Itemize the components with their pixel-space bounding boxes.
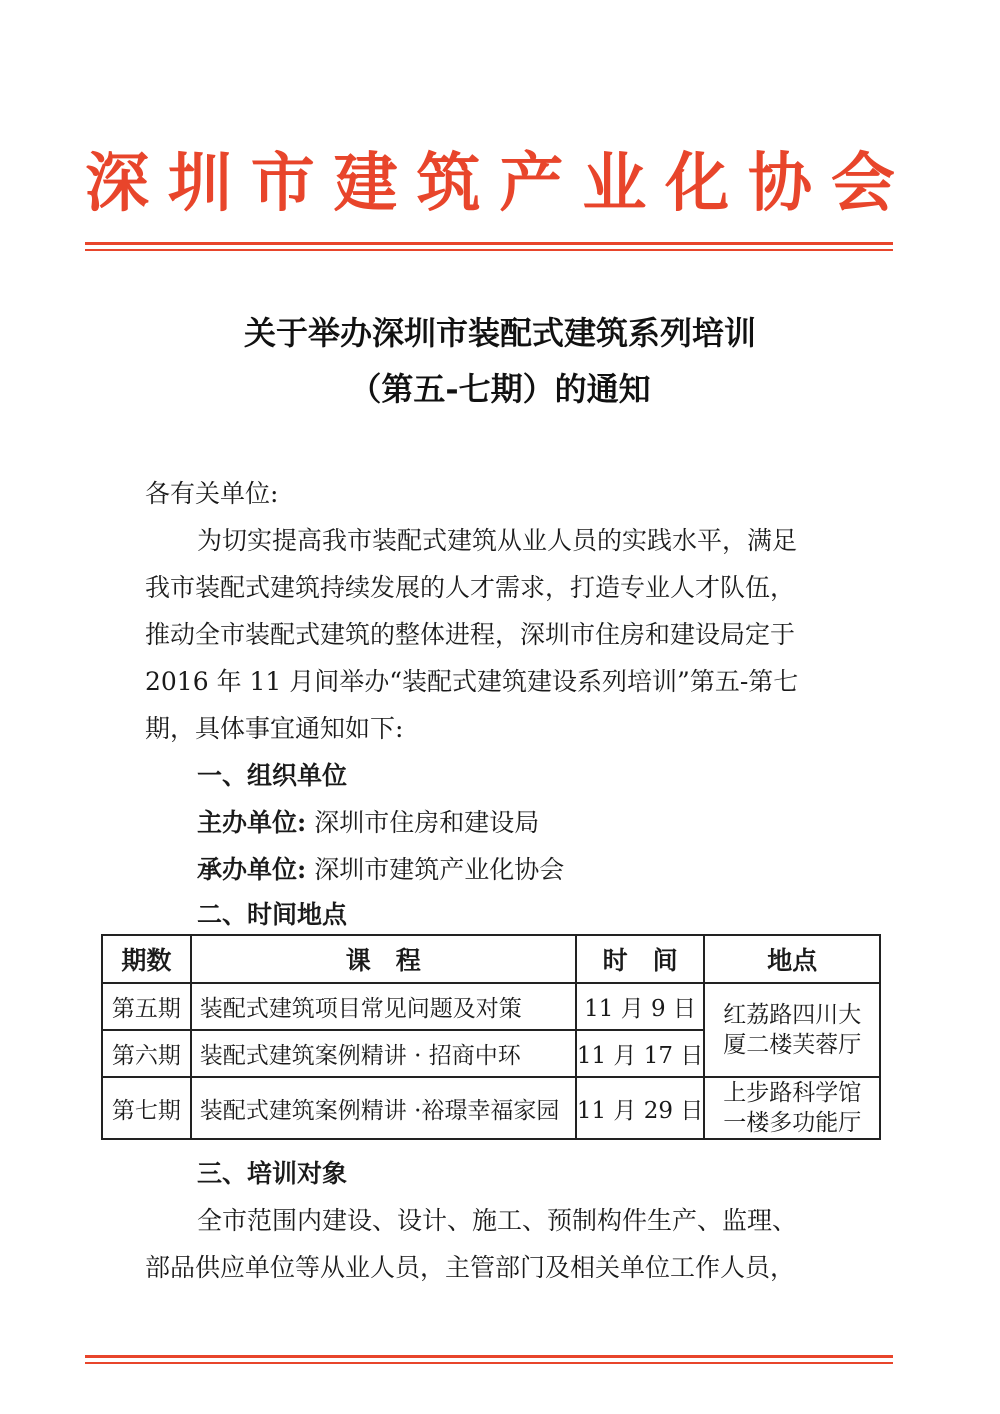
course-cell: 装配式建筑案例精讲 ·裕璟幸福家园 xyxy=(191,1077,576,1139)
period-cell: 第七期 xyxy=(102,1077,191,1139)
notice-title-line1: 关于举办深圳市装配式建筑系列培训 xyxy=(243,314,756,352)
date-cell: 11 月 29 日 xyxy=(576,1077,705,1139)
table-header-row xyxy=(102,935,880,983)
header-location: 地点 xyxy=(704,935,880,983)
header-time: 时 间 xyxy=(576,935,705,983)
section-heading-trainees: 三、培训对象 xyxy=(197,1159,348,1188)
period-cell: 第五期 xyxy=(102,983,191,1030)
paragraph-line: 2016 年 11 月间举办“装配式建筑建设系列培训”第五-第七 xyxy=(145,667,799,696)
org-char: 市 xyxy=(250,146,315,221)
course-cell: 装配式建筑案例精讲 · 招商中环 xyxy=(191,1030,576,1077)
org-char: 协 xyxy=(748,146,812,221)
paragraph-line: 我市装配式建筑持续发展的人才需求，打造专业人才队伍， xyxy=(145,573,796,602)
section-heading-organization: 一、组织单位 xyxy=(197,761,348,790)
location-line: 红荔路四川大 xyxy=(723,1002,862,1028)
paragraph-line: 部品供应单位等从业人员，主管部门及相关单位工作人员， xyxy=(145,1253,796,1282)
schedule-table xyxy=(101,934,881,1140)
org-char: 业 xyxy=(582,146,647,221)
org-char: 筑 xyxy=(416,146,481,221)
org-char: 建 xyxy=(333,146,398,221)
org-char: 深 xyxy=(85,146,149,221)
header-period: 期数 xyxy=(102,935,191,983)
location-cell xyxy=(704,1077,880,1139)
date-cell: 11 月 9 日 xyxy=(576,983,705,1030)
org-char: 圳 xyxy=(167,146,232,221)
organizer-unit xyxy=(197,853,564,887)
location-line: 上步路科学馆 xyxy=(723,1080,862,1106)
host-value: 深圳市住房和建设局 xyxy=(314,808,540,837)
course-cell: 装配式建筑项目常见问题及对策 xyxy=(191,983,576,1030)
salutation: 各有关单位: xyxy=(145,479,279,508)
org-char: 化 xyxy=(665,146,730,221)
table-row xyxy=(102,983,880,1030)
org-char: 产 xyxy=(499,146,564,221)
header-course: 课 程 xyxy=(191,935,576,983)
date-cell: 11 月 17 日 xyxy=(576,1030,705,1077)
organizer-label: 承办单位: xyxy=(197,855,307,884)
paragraph-line: 推动全市装配式建筑的整体进程，深圳市住房和建设局定于 xyxy=(145,620,796,649)
paragraph-line: 全市范围内建设、设计、施工、预制构件生产、监理、 xyxy=(197,1206,798,1235)
header-divider-thin xyxy=(85,249,893,251)
org-name-header xyxy=(85,148,895,220)
section-heading-time-location: 二、时间地点 xyxy=(197,900,348,929)
notice-title-line2: （第五-七期）的通知 xyxy=(349,370,651,408)
org-char: 会 xyxy=(830,146,895,221)
organizer-value: 深圳市建筑产业化协会 xyxy=(314,855,565,884)
table-row xyxy=(102,1077,880,1139)
paragraph-line: 为切实提高我市装配式建筑从业人员的实践水平，满足 xyxy=(197,526,798,555)
footer-divider-thick xyxy=(85,1355,893,1358)
location-line: 一楼多功能厅 xyxy=(723,1110,862,1136)
paragraph-line: 期，具体事宜通知如下: xyxy=(145,714,404,743)
footer-divider-thin xyxy=(85,1362,893,1364)
host-unit xyxy=(197,806,539,840)
host-label: 主办单位: xyxy=(197,808,307,837)
location-cell xyxy=(704,983,880,1077)
header-divider-thick xyxy=(85,242,893,245)
period-cell: 第六期 xyxy=(102,1030,191,1077)
location-line: 厦二楼芙蓉厅 xyxy=(723,1032,862,1058)
